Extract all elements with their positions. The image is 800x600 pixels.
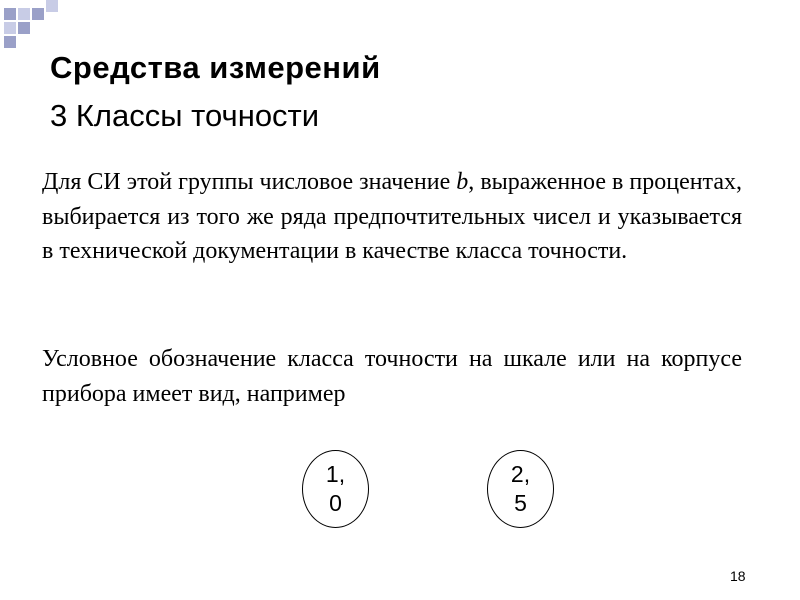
decor-square	[18, 8, 30, 20]
paragraph-text: Для СИ этой группы числовое значение	[42, 169, 457, 195]
decor-square	[4, 22, 16, 34]
symbol-line: 1,	[325, 461, 346, 487]
decor-square	[4, 36, 16, 48]
symbol-line: 5	[514, 490, 527, 516]
decorative-squares	[0, 0, 80, 50]
symbol-line: 0	[329, 490, 342, 516]
decor-square	[46, 0, 58, 12]
decor-square	[18, 22, 30, 34]
page-number: 18	[730, 568, 746, 584]
slide-title: Средства измерений	[50, 50, 381, 85]
accuracy-class-symbol	[302, 450, 369, 528]
paragraph-definition	[42, 165, 742, 269]
decor-square	[4, 8, 16, 20]
slide-subtitle: 3 Классы точности	[50, 98, 320, 133]
paragraph-notation: Условное обозначение класса точности на шкале или на корпусе прибора имеет вид, например	[42, 346, 742, 407]
symbol-line: 2,	[510, 461, 531, 487]
decor-square	[32, 8, 44, 20]
paragraph-text: , выраженное в процентах, выбирается из того же ряда предпочтительных чисел и указывается в технической документации в качестве класса точности.	[42, 169, 742, 264]
accuracy-class-symbol	[487, 450, 554, 528]
variable-b: b	[456, 169, 469, 195]
